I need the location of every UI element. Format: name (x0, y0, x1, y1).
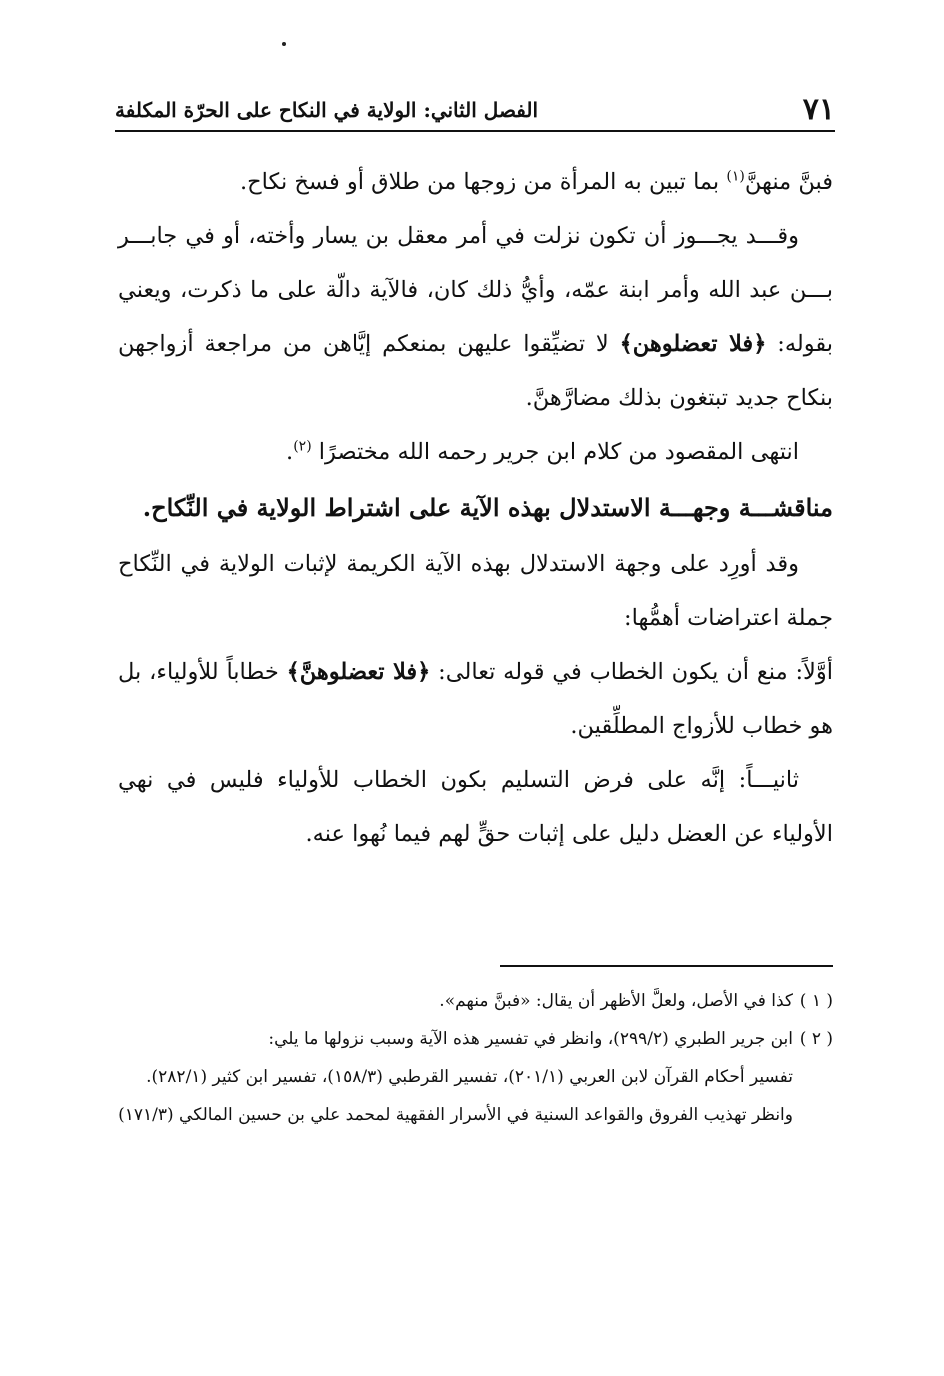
paragraph-2 (118, 209, 833, 425)
running-title: الفصل الثاني: الولاية في النكاح على الحرّة المكلفة (115, 98, 539, 122)
footnote-2 (118, 1020, 833, 1058)
paragraph-6: ثانيـــاً: إنَّه على فرض التسليم بكون الخطاب للأولياء فليس في نهي الأولياء عن العضل دليل على إثبات حقٍّ لهم فيما نُهوا عنه. (118, 767, 833, 847)
paragraph-1-rest: بما تبين به المرأة من زوجها من طلاق أو فسخ نكاح. (239, 169, 727, 195)
paragraph-3 (118, 425, 833, 479)
footnote-2-line-3: وانظر تهذيب الفروق والقواعد السنية في الأسرار الفقهية لمحمد علي بن حسين المالكي (١٧١/٣) (118, 1105, 793, 1125)
page-header (115, 92, 835, 128)
section-heading: مناقشـــة وجهـــة الاستدلال بهذه الآية على اشتراط الولاية في النِّكاح. (142, 493, 833, 522)
footnote-1 (118, 982, 833, 1020)
page-number: ٧١ (802, 92, 835, 127)
paragraph-5-part-a: أوَّلاً: منع أن يكون الخطاب في قوله تعالى: (430, 659, 833, 685)
paragraph-3-text: انتهى المقصود من كلام ابن جرير رحمه الله مختصرًا (311, 439, 799, 465)
paragraph-2-part-a: وقـــد يجـــوز أن تكون نزلت في أمر معقل بن يسار وأخته، أو في جابـــر بـــن عبد الله وأمر ابنة عمّه، وأيُّ ذلك كان، فالآية دالّة على ما ذكرت، ويعني بقوله: (118, 223, 834, 357)
footnote-2-line-2: تفسير أحكام القرآن لابن العربي (٢٠١/١)، تفسير القرطبي (١٥٨/٣)، تفسير ابن كثير (٢٨٢/١). (146, 1067, 793, 1087)
footnote-2-text: ابن جرير الطبري (٢٩٩/٢)، وانظر في تفسير هذه الآية وسبب نزولها ما يلي: (268, 1029, 793, 1049)
footnote-1-number: ( ١ ) (799, 991, 833, 1011)
paragraph-3-end: . (286, 439, 294, 465)
stray-dot (282, 42, 286, 46)
paragraph-1 (118, 155, 833, 209)
footnotes (118, 982, 833, 1134)
footnote-2-number: ( ٢ ) (799, 1029, 833, 1049)
footnote-1-text: كذا في الأصل، ولعلَّ الأظهر أن يقال: «فبنَّ منهم». (439, 991, 793, 1011)
footnote-ref-2: (٢) (293, 438, 312, 455)
quran-quote-2: ﴿فلا تعضلوهنَّ﴾ (286, 659, 431, 685)
header-rule (115, 130, 835, 132)
paragraph-5-part-b: خطاباً للأولياء، بل هو خطاب للأزواج المطلِّقين. (118, 659, 833, 739)
paragraph-2-part-b: لا تضيِّقوا عليهن بمنعكم إيَّاهن من مراجعة أزواجهن بنكاح جديد تبتغون بذلك مضارَّهنَّ. (118, 331, 833, 411)
paragraph-5 (118, 645, 833, 753)
paragraph-4: وقد أورِد على وجهة الاستدلال بهذه الآية الكريمة لإثبات الولاية في النِّكاح جملة اعتراضات أهمُّها: (118, 551, 833, 631)
footnote-rule (500, 965, 833, 967)
body-text (118, 155, 833, 861)
footnote-ref-1: (١) (726, 168, 745, 185)
paragraph-1-text: فبنَّ منهنَّ (744, 169, 833, 195)
quran-quote-1: ﴿فلا تعضلوهن﴾ (619, 331, 767, 357)
